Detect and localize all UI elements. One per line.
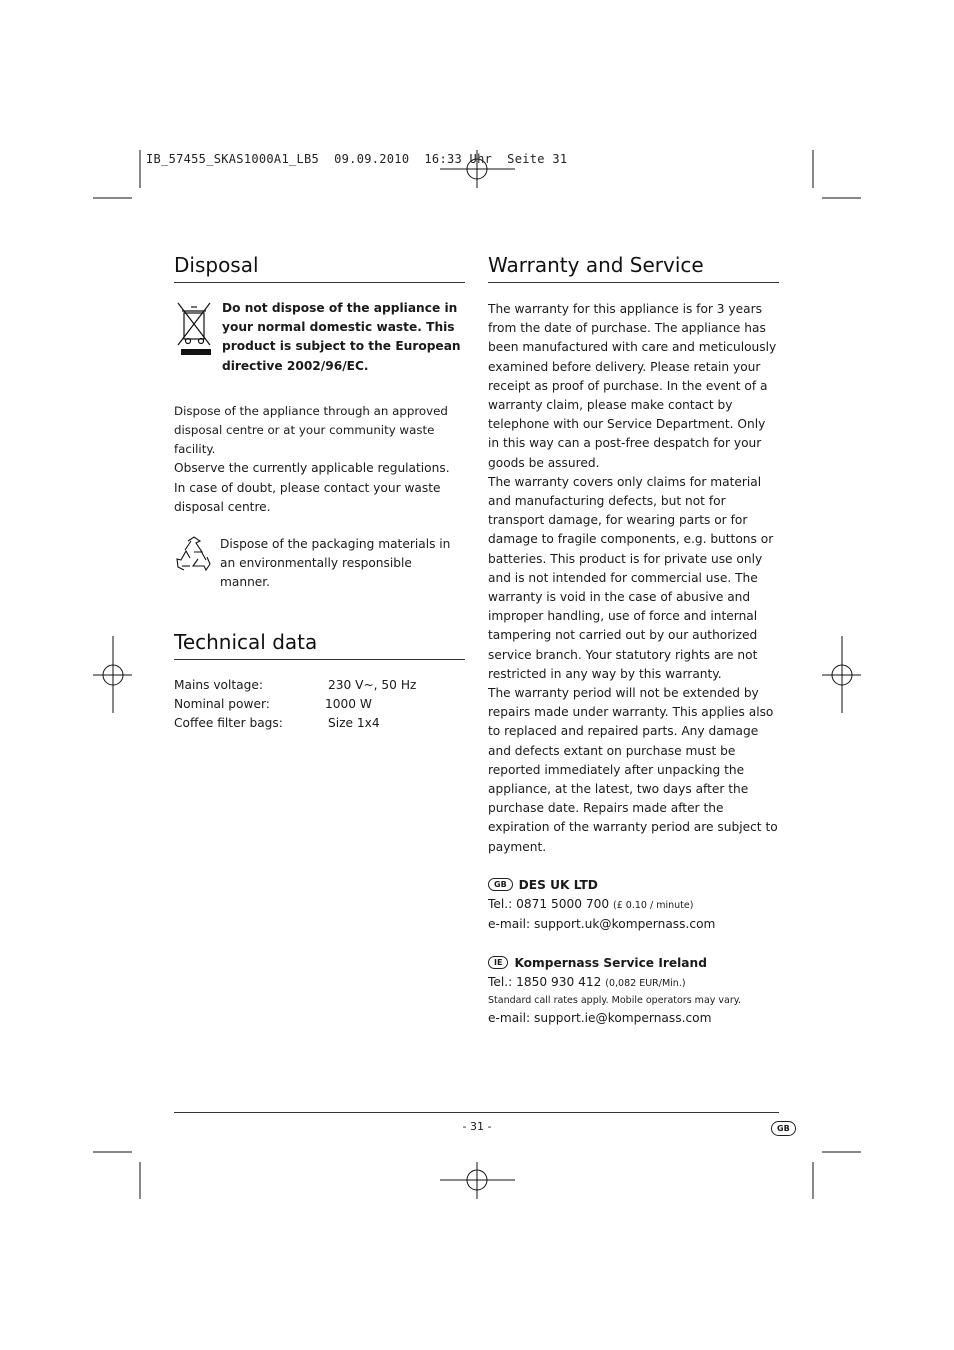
warranty-heading: Warranty and Service bbox=[488, 250, 779, 283]
tech-value: 1000 W bbox=[325, 696, 372, 711]
disposal-heading: Disposal bbox=[174, 250, 465, 283]
footer-rule bbox=[174, 1112, 779, 1113]
tech-value: 230 V~, 50 Hz bbox=[328, 677, 417, 692]
service-ie-name-line bbox=[488, 954, 779, 973]
warranty-text bbox=[488, 300, 779, 857]
page-number: - 31 - bbox=[462, 1120, 492, 1133]
service-ie-note: Standard call rates apply. Mobile operators may vary. bbox=[488, 994, 742, 1006]
country-badge-ie: IE bbox=[488, 956, 508, 969]
service-uk-tel: Tel.: 0871 5000 700 bbox=[488, 897, 610, 912]
service-ie-name: Kompernass Service Ireland bbox=[514, 955, 707, 970]
right-column bbox=[488, 250, 779, 1028]
service-ie-tel: Tel.: 1850 930 412 bbox=[488, 974, 602, 989]
service-ie-tel-line bbox=[488, 973, 779, 993]
tech-row-coffee-filter-bags bbox=[174, 714, 465, 733]
service-uk bbox=[488, 876, 779, 935]
packaging-notice-text: Dispose of the packaging materials in an environmentally responsible manner. bbox=[220, 537, 451, 590]
service-uk-name: DES UK LTD bbox=[518, 877, 598, 892]
warranty-paragraph-2: The warranty covers only claims for material and manufacturing defects, but not for transport damage, for wearing parts or for damage to fragile components, e.g. buttons or batteries. This product is for private use only and is not intended for commercial use. The warranty is void in the case of abusive and improper handling, use of force and internal tampering not carried out by our authorized service branch. Your statutory rights are not restricted in any way by this warranty. bbox=[488, 474, 774, 681]
tech-row-nominal-power bbox=[174, 695, 465, 714]
tech-value: Size 1x4 bbox=[328, 716, 380, 731]
technical-data-table bbox=[174, 676, 465, 734]
disposal-line-3: In case of doubt, please contact your waste disposal centre. bbox=[174, 480, 441, 514]
service-ie bbox=[488, 954, 779, 1029]
disposal-line-1: Dispose of the appliance through an approved disposal centre or at your community waste facility. bbox=[174, 403, 448, 457]
packaging-notice bbox=[174, 535, 465, 593]
weee-notice-text: Do not dispose of the appliance in your normal domestic waste. This product is subject to the European directive 2002/96/EC. bbox=[222, 301, 461, 373]
tech-label: Mains voltage: bbox=[174, 677, 263, 692]
warranty-paragraph-1: The warranty for this appliance is for 3 years from the date of purchase. The appliance has been manufactured with care and meticulously examined before delivery. Please retain your receipt as proof of purchase. In the event of a warranty claim, please make contact by telephone with our Service Department. Only in this way can a post-free despatch for your goods be assured. bbox=[488, 302, 777, 470]
tech-label: Coffee filter bags: bbox=[174, 716, 283, 731]
service-uk-rate: (£ 0.10 / minute) bbox=[613, 900, 694, 912]
warranty-paragraph-3: The warranty period will not be extended by repairs made under warranty. This applies also to replaced and repaired parts. Any damage and defects extant on purchase must be reported immediately after unpacking the appliance, at the latest, two days after the purchase date. Repairs made after the expiration of the warranty period are subject to payment. bbox=[488, 686, 778, 854]
weee-notice bbox=[174, 299, 465, 376]
footer-country-badge: GB bbox=[771, 1121, 796, 1136]
tech-row-mains-voltage bbox=[174, 676, 465, 695]
service-uk-name-line bbox=[488, 876, 779, 895]
technical-data-heading: Technical data bbox=[174, 627, 465, 660]
disposal-line-2: Observe the currently applicable regulations. bbox=[174, 461, 450, 476]
service-ie-email: e-mail: support.ie@kompernass.com bbox=[488, 1010, 712, 1025]
service-uk-email: e-mail: support.uk@kompernass.com bbox=[488, 917, 716, 932]
tech-label: Nominal power: bbox=[174, 696, 270, 711]
service-uk-tel-line bbox=[488, 895, 779, 915]
print-slug: IB_57455_SKAS1000A1_LB5 09.09.2010 16:33 Uhr Seite 31 bbox=[146, 152, 568, 166]
country-badge-gb: GB bbox=[488, 878, 513, 891]
service-ie-rate: (0,082 EUR/Min.) bbox=[605, 977, 686, 989]
disposal-instructions bbox=[174, 402, 465, 517]
crossed-out-wheelie-bin-icon bbox=[174, 299, 222, 361]
recycle-icon bbox=[174, 535, 220, 577]
left-column bbox=[174, 250, 465, 733]
